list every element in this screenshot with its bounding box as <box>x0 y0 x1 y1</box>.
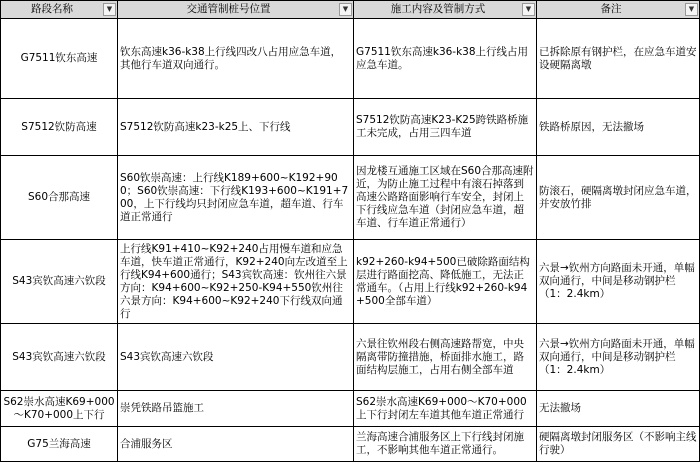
header-road-name[interactable] <box>1 1 118 19</box>
road-name-cell[interactable]: G75兰海高速 <box>1 427 118 462</box>
remarks-cell[interactable]: 铁路桥原因，无法撤场 <box>537 99 700 156</box>
construction-content-cell[interactable]: 六景往钦州段右侧高速路帮宽，中央隔离带防撞措施，桥面排水施工，路面结构层施工，占用右侧全部车道 <box>354 324 537 391</box>
road-name-cell[interactable]: S7512钦防高速 <box>1 99 118 156</box>
header-label: 路段名称 <box>31 3 73 15</box>
control-location-cell[interactable]: 上行线K91+410~K92+240占用慢车道和应急车道，快车道正常通行，K92+240向左改道至上行线K94+600通行；S43宾钦高速：钦州往六景方向：K94+600~K92+250-K94+550钦州往六景方向：K94+600~K92+240下行线双向通行 <box>118 240 354 324</box>
table-row <box>1 324 700 391</box>
control-location-cell[interactable]: S7512钦防高速k23-k25上、下行线 <box>118 99 354 156</box>
header-label: 备注 <box>600 3 622 15</box>
control-location-cell[interactable]: S43宾钦高速六钦段 <box>118 324 354 391</box>
remarks-cell[interactable]: 无法撤场 <box>537 391 700 427</box>
construction-content-cell[interactable]: S7512钦防高速K23-K25跨铁路桥施工未完成，占用三四车道 <box>354 99 537 156</box>
table-row <box>1 240 700 324</box>
remarks-cell[interactable]: 六景→钦州方向路面未开通，单幅双向通行，中间是移动钢护栏（1：2.4km） <box>537 240 700 324</box>
table-row <box>1 427 700 462</box>
control-location-cell[interactable]: S60钦崇高速：上行线K189+600~K192+900；S60钦崇高速：下行线K193+600~K191+700，上下行线均只封闭应急车道，超车道、行车道正常通行 <box>118 156 354 240</box>
control-location-cell[interactable]: 合浦服务区 <box>118 427 354 462</box>
table-row <box>1 156 700 240</box>
table-row <box>1 391 700 427</box>
construction-content-cell[interactable]: 兰海高速合浦服务区上下行线封闭施工，不影响其他车道正常通行。 <box>354 427 537 462</box>
filter-dropdown-icon[interactable]: ▼ <box>103 3 116 16</box>
remarks-cell[interactable]: 防滚石，硬隔离墩封闭应急车道，并安放竹排 <box>537 156 700 240</box>
header-remarks[interactable] <box>537 1 700 19</box>
filter-dropdown-icon[interactable]: ▼ <box>522 3 535 16</box>
header-row <box>1 1 700 19</box>
road-name-cell[interactable]: G7511钦东高速 <box>1 19 118 99</box>
road-name-cell[interactable]: S43宾钦高速六钦段 <box>1 324 118 391</box>
construction-content-cell[interactable]: S62崇水高速K69+000～K70+000上下行封闭左车道其他车道正常通行 <box>354 391 537 427</box>
road-name-cell[interactable]: S60合那高速 <box>1 156 118 240</box>
filter-dropdown-icon[interactable]: ▼ <box>685 3 698 16</box>
header-construction-content[interactable] <box>354 1 537 19</box>
header-control-location[interactable] <box>118 1 354 19</box>
road-name-cell[interactable]: S43宾钦高速六钦段 <box>1 240 118 324</box>
remarks-cell[interactable]: 六景→钦州方向路面未开通，单幅双向通行，中间是移动钢护栏（1：2.4km） <box>537 324 700 391</box>
table-row <box>1 99 700 156</box>
construction-content-cell[interactable]: 因龙楼互通施工区域在S60合那高速附近，为防止施工过程中有滚石掉落到高速公路路面影响行车安全，封闭上下行线应急车道（封闭应急车道，超车道、行车道正常通行） <box>354 156 537 240</box>
construction-content-cell[interactable]: G7511钦东高速k36-k38上行线占用应急车道。 <box>354 19 537 99</box>
table-row <box>1 19 700 99</box>
filter-dropdown-icon[interactable]: ▼ <box>339 3 352 16</box>
control-location-cell[interactable]: 钦东高速k36-k38上行线四改八占用应急车道，其他行车道双向通行。 <box>118 19 354 99</box>
control-location-cell[interactable]: 崇凭铁路吊篮施工 <box>118 391 354 427</box>
remarks-cell[interactable]: 硬隔离墩封闭服务区（不影响主线行驶） <box>537 427 700 462</box>
remarks-cell[interactable]: 已拆除原有钢护栏，在应急车道安设硬隔离墩 <box>537 19 700 99</box>
header-label: 交通管制桩号位置 <box>186 3 271 15</box>
construction-content-cell[interactable]: k92+260-k94+500已破除路面结构层进行路面挖高、降低施工，无法正常通车。（占用上行线k92+260-k94+500全部车道） <box>354 240 537 324</box>
road-name-cell[interactable]: S62崇水高速K69+000～K70+000上下行 <box>1 391 118 427</box>
header-label: 施工内容及管制方式 <box>390 3 486 15</box>
